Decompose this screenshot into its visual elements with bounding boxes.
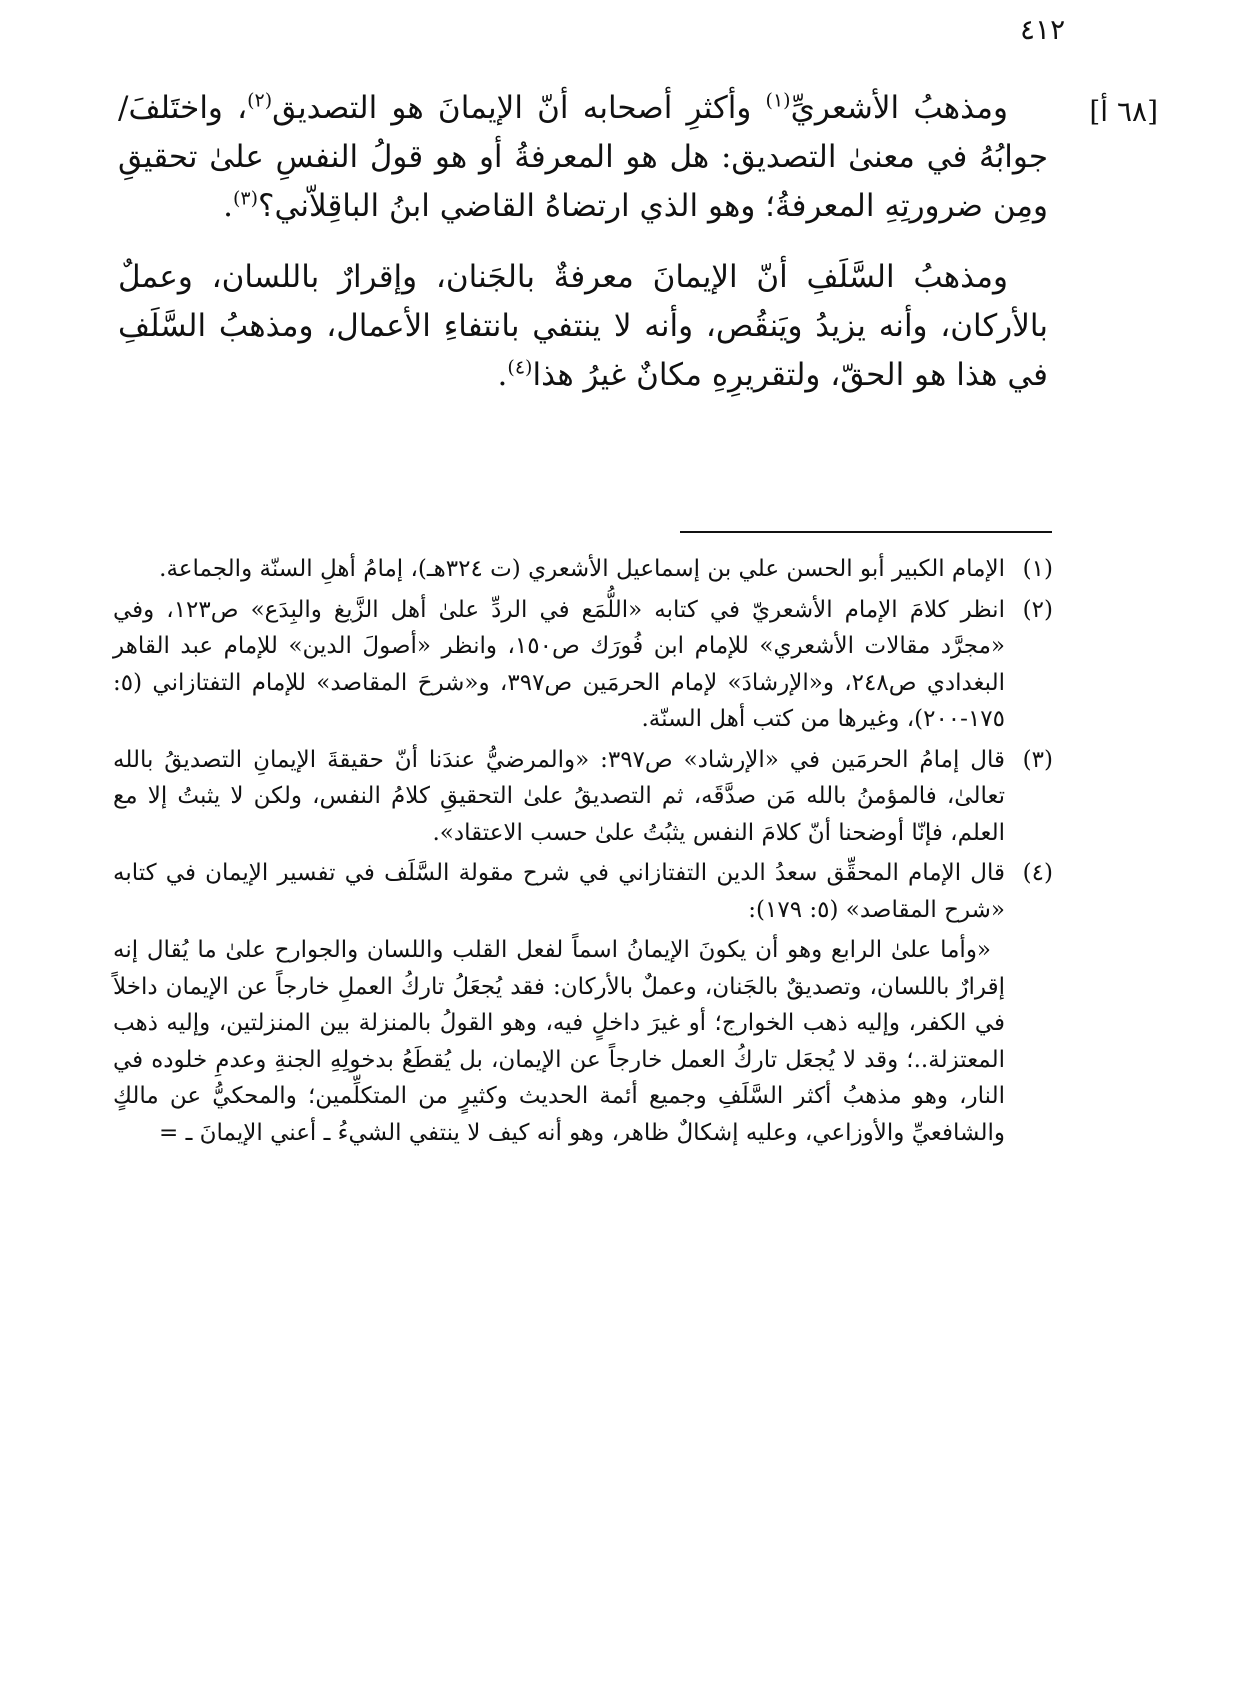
- footnote-number: (٣): [1022, 746, 1053, 773]
- text-segment: ، واختَلفَ/ جوابُهُ في معنىٰ التصديق: هل هو المعرفةُ أو هو قولُ النفسِ علىٰ تحقيقِ ومِن ضرورتِهِ المعرفةُ؛ وهو الذي ارتضاهُ القاضي ابنُ الباقِلاّني؟: [118, 90, 1048, 224]
- text-segment: .: [223, 188, 233, 224]
- footnote-text: الإمام الكبير أبو الحسن علي بن إسماعيل الأشعري (ت ٣٢٤هـ)، إمامُ أهلِ السنّة والجماعة.: [159, 556, 1005, 582]
- text-segment: وأكثرِ أصحابه أنّ الإيمانَ هو التصديق: [272, 90, 766, 126]
- footnote-ref[interactable]: (٣): [232, 187, 259, 210]
- footnote-ref[interactable]: (٤): [507, 356, 533, 379]
- footnote-ref[interactable]: (١): [765, 89, 791, 112]
- page-number: ٤١٢: [1020, 13, 1066, 46]
- footnote-text: قال الإمام المحقِّق سعدُ الدين التفتازاني في شرح مقولة السَّلَف في تفسير الإيمان في كتابه «شرح المقاصد» (٥: ١٧٩):: [113, 860, 1005, 923]
- footnote-1: [113, 551, 1053, 588]
- footnote-4: [113, 855, 1053, 928]
- main-body-text: [118, 84, 1048, 400]
- footnote-separator: [680, 531, 1052, 533]
- footnote-2: [113, 592, 1053, 738]
- footnote-3: [113, 742, 1053, 852]
- footnote-number: (١): [1022, 556, 1053, 582]
- footnote-number: (٢): [1022, 596, 1053, 623]
- manuscript-folio-marker: [٦٨ أ]: [1089, 95, 1158, 128]
- text-segment: ومذهبُ الأشعريِّ: [790, 90, 1008, 126]
- footnote-ref[interactable]: (٢): [247, 89, 273, 112]
- footnote-text: قال إمامُ الحرمَين في «الإرشاد» ص٣٩٧: «والمرضيُّ عندَنا أنّ حقيقةَ الإيمانِ التصديقُ بالله تعالىٰ، فالمؤمنُ بالله مَن صدَّقَه، ثم التصديقُ علىٰ التحقيقِ كلامُ النفس، ولكن لا يثبتُ إلا مع العلم، فإنّا أوضحنا أنّ كلامَ النفس يثبُتُ علىٰ حسب الاعتقاد».: [113, 746, 1005, 846]
- footnote-text: انظر كلامَ الإمام الأشعريّ في كتابه «اللُّمَع في الردِّ علىٰ أهل الزَّيغ والبِدَع» ص١٢٣، وفي «مجرَّد مقالات الأشعري» للإمام ابن فُورَك ص١٥٠، وانظر «أصولَ الدين» للإمام عبد القاهر البغدادي ص٢٤٨، و«الإرشادَ» لإمام الحرمَين ص٣٩٧، و«شرحَ المقاصد» للإمام التفتازاني (٥: ١٧٥-٢٠٠)، وغيرها من كتب أهل السنّة.: [113, 596, 1005, 732]
- text-segment: .: [497, 357, 508, 393]
- paragraph-ashari-view: [118, 84, 1048, 231]
- footnote-number: (٤): [1022, 860, 1053, 886]
- footnote-4-quotation: «وأما علىٰ الرابع وهو أن يكونَ الإيمانُ اسماً لفعل القلب واللسان والجوارح علىٰ ما يُقال إنه إقرارٌ باللسان، وتصديقٌ بالجَنان، وعملٌ بالأركان: فقد يُجعَلُ تاركُ العملِ خارجاً عن الإيمان داخلاً في الكفر، وإليه ذهب الخوارج؛ أو غيرَ داخلٍ فيه، وهو القولُ بالمنزلة بين المنزلتين، وإليه ذهب المعتزلة..؛ وقد لا يُجعَل تاركُ العمل خارجاً عن الإيمان، بل يُقطَعُ بدخولِهِ الجنةِ وعدمِ خلوده في النار، وهو مذهبُ أكثر السَّلَفِ وجميع أئمة الحديث وكثيرٍ من المتكلِّمين؛ والمحكيُّ عن مالكٍ والشافعيِّ والأوزاعي، وعليه إشكالٌ ظاهر، وهو أنه كيف لا ينتفي الشيءُ ـ أعني الإيمانَ ـ =: [113, 937, 1005, 1146]
- text-segment: ومذهبُ السَّلَفِ أنّ الإيمانَ معرفةٌ بالجَنان، وإقرارٌ باللسان، وعملٌ بالأركان، وأنه يزيدُ ويَنقُص، وأنه لا ينتفي بانتفاءِ الأعمال، ومذهبُ السَّلَفِ في هذا هو الحقّ، ولتقريرِهِ مكانٌ غيرُ هذا: [118, 259, 1048, 393]
- paragraph-salaf-view: [118, 253, 1048, 400]
- footnotes-section: [113, 551, 1053, 1151]
